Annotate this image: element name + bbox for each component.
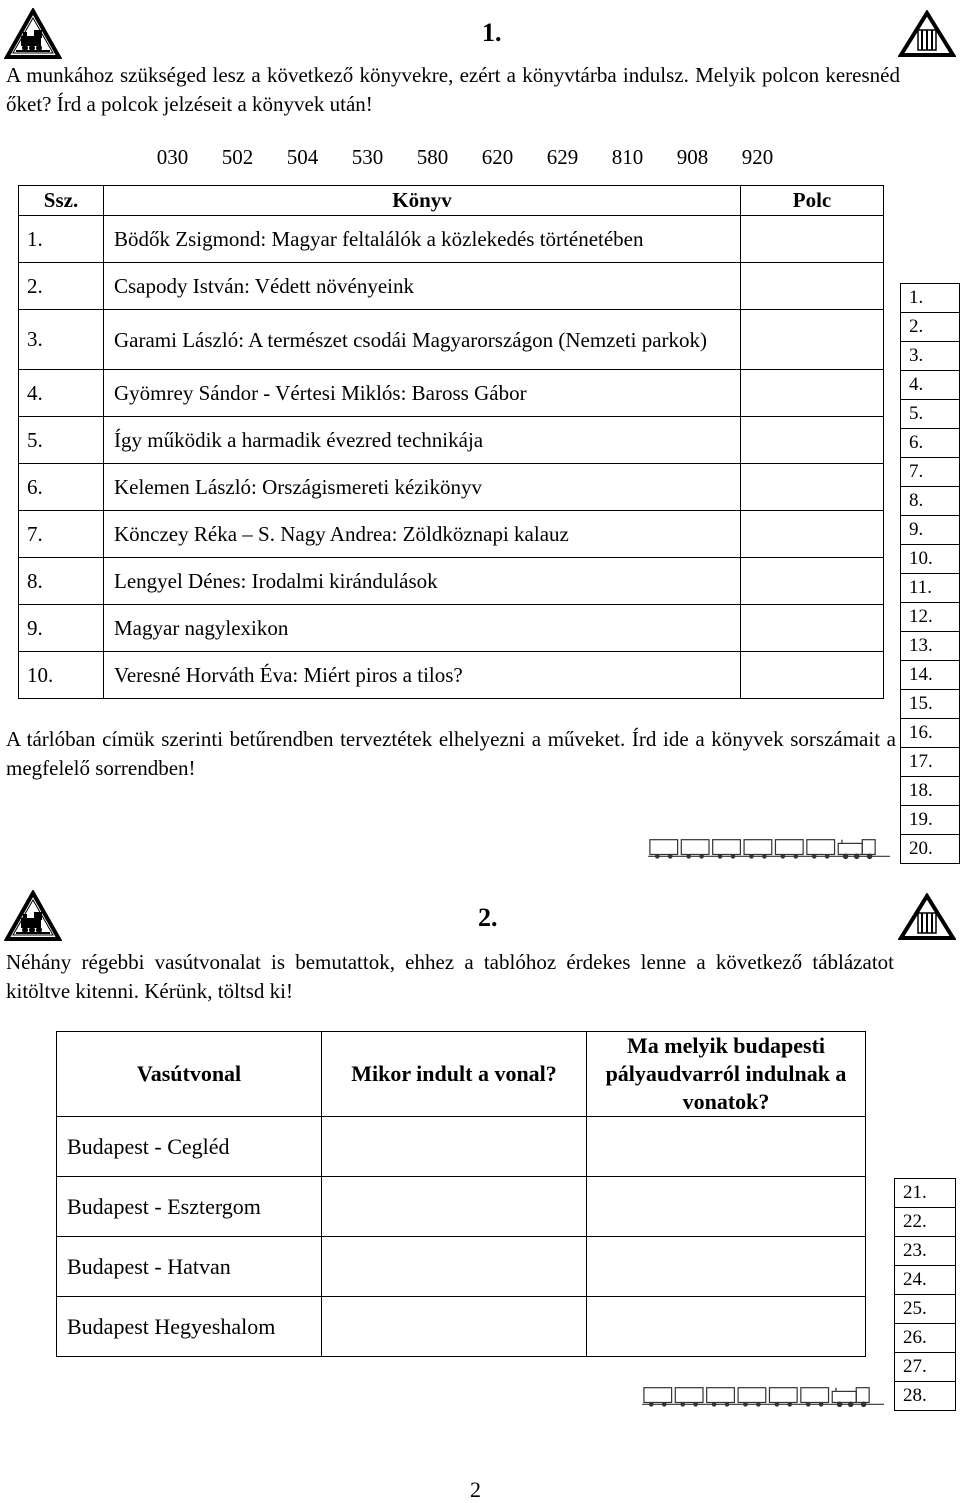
railway-line: Budapest - Esztergom — [57, 1177, 322, 1237]
book-title: Veresné Horváth Éva: Miért piros a tilos? — [104, 652, 741, 699]
table-row — [19, 310, 884, 370]
header-shelf: Polc — [741, 186, 884, 216]
answer-cell[interactable]: 23. — [895, 1237, 956, 1266]
shelf-answer-cell[interactable] — [741, 263, 884, 310]
answer-grid-1 — [900, 283, 960, 864]
book-title: Bödők Zsigmond: Magyar feltalálók a közlekedés történetében — [104, 216, 741, 263]
answer-cell[interactable]: 2. — [901, 313, 960, 342]
task1-order-text: A tárlóban címük szerinti betűrendben terveztétek elhelyezni a műveket. Írd ide a könyvek sorszámait a megfelelő sorrendben! — [6, 727, 896, 780]
row-num: 7. — [19, 511, 104, 558]
answer-cell[interactable]: 21. — [895, 1179, 956, 1208]
row-num: 6. — [19, 464, 104, 511]
answer-cell[interactable]: 10. — [901, 545, 960, 574]
railway-crossing-sign-icon — [4, 8, 62, 60]
row-num: 3. — [19, 310, 104, 370]
station-answer-cell[interactable] — [587, 1117, 866, 1177]
row-num: 8. — [19, 558, 104, 605]
railway-line: Budapest - Cegléd — [57, 1117, 322, 1177]
answer-cell[interactable]: 24. — [895, 1266, 956, 1295]
answer-cell[interactable]: 14. — [901, 661, 960, 690]
task-number: 1. — [482, 18, 502, 47]
table-row — [19, 558, 884, 605]
answer-cell[interactable]: 15. — [901, 690, 960, 719]
task2-intro: Néhány régebbi vasútvonalat is bemutattok, ehhez a tablóhoz érdekes lenne a következő táblázatot kitöltve kitenni. Kérünk, töltsd ki! — [6, 950, 894, 1003]
page-number: 2 — [470, 1477, 481, 1502]
answer-cell[interactable]: 12. — [901, 603, 960, 632]
table-row — [57, 1177, 866, 1237]
train-icon — [632, 1384, 894, 1408]
level-crossing-gate-sign-icon — [898, 893, 956, 941]
shelf-code: 580 — [416, 145, 449, 169]
answer-cell[interactable]: 13. — [901, 632, 960, 661]
station-answer-cell[interactable] — [587, 1237, 866, 1297]
shelf-answer-cell[interactable] — [741, 370, 884, 417]
answer-cell[interactable]: 16. — [901, 719, 960, 748]
row-num: 5. — [19, 417, 104, 464]
answer-cell[interactable]: 22. — [895, 1208, 956, 1237]
row-num: 4. — [19, 370, 104, 417]
shelf-codes — [140, 145, 790, 170]
table-row — [57, 1237, 866, 1297]
book-title: Kelemen László: Országismereti kézikönyv — [104, 464, 741, 511]
table-row — [57, 1117, 866, 1177]
table-header-row — [57, 1032, 866, 1117]
shelf-answer-cell[interactable] — [741, 216, 884, 263]
railway-line: Budapest Hegyeshalom — [57, 1297, 322, 1357]
shelf-answer-cell[interactable] — [741, 310, 884, 370]
answer-cell[interactable]: 7. — [901, 458, 960, 487]
header-start: Mikor indult a vonal? — [322, 1032, 587, 1117]
start-answer-cell[interactable] — [322, 1177, 587, 1237]
table-row — [19, 417, 884, 464]
answer-cell[interactable]: 9. — [901, 516, 960, 545]
start-answer-cell[interactable] — [322, 1237, 587, 1297]
shelf-answer-cell[interactable] — [741, 417, 884, 464]
row-num: 10. — [19, 652, 104, 699]
answer-cell[interactable]: 3. — [901, 342, 960, 371]
row-num: 2. — [19, 263, 104, 310]
task-number: 2. — [478, 903, 498, 932]
train-icon — [638, 836, 900, 860]
start-answer-cell[interactable] — [322, 1297, 587, 1357]
shelf-code: 629 — [546, 145, 579, 169]
level-crossing-gate-sign-icon — [898, 10, 956, 58]
shelf-answer-cell[interactable] — [741, 464, 884, 511]
shelf-answer-cell[interactable] — [741, 511, 884, 558]
answer-cell[interactable]: 26. — [895, 1324, 956, 1353]
answer-cell[interactable]: 20. — [901, 835, 960, 864]
shelf-answer-cell[interactable] — [741, 652, 884, 699]
answer-cell[interactable]: 25. — [895, 1295, 956, 1324]
station-answer-cell[interactable] — [587, 1177, 866, 1237]
row-num: 1. — [19, 216, 104, 263]
railway-table — [56, 1031, 866, 1357]
row-num: 9. — [19, 605, 104, 652]
header-num: Ssz. — [19, 186, 104, 216]
answer-cell[interactable]: 11. — [901, 574, 960, 603]
answer-grid-2 — [894, 1178, 956, 1411]
table-row — [57, 1297, 866, 1357]
table-row — [19, 511, 884, 558]
header-book: Könyv — [104, 186, 741, 216]
book-title: Gyömrey Sándor - Vértesi Miklós: Baross Gábor — [104, 370, 741, 417]
answer-cell[interactable]: 1. — [901, 284, 960, 313]
answer-cell[interactable]: 28. — [895, 1382, 956, 1411]
table-row — [19, 263, 884, 310]
book-title: Így működik a harmadik évezred technikája — [104, 417, 741, 464]
answer-cell[interactable]: 27. — [895, 1353, 956, 1382]
book-title: Lengyel Dénes: Irodalmi kirándulások — [104, 558, 741, 605]
shelf-code: 810 — [611, 145, 644, 169]
book-title: Magyar nagylexikon — [104, 605, 741, 652]
shelf-code: 908 — [676, 145, 709, 169]
shelf-code: 920 — [741, 145, 774, 169]
answer-cell[interactable]: 4. — [901, 371, 960, 400]
railway-crossing-sign-icon — [4, 890, 62, 942]
book-title: Garami László: A természet csodái Magyarországon (Nemzeti parkok) — [104, 310, 741, 370]
table-header-row — [19, 186, 884, 216]
header-station: Ma melyik budapesti pályaudvarról indulnak a vonatok? — [587, 1032, 866, 1117]
shelf-code: 502 — [221, 145, 254, 169]
start-answer-cell[interactable] — [322, 1117, 587, 1177]
railway-line: Budapest - Hatvan — [57, 1237, 322, 1297]
answer-cell[interactable]: 18. — [901, 777, 960, 806]
answer-cell[interactable]: 6. — [901, 429, 960, 458]
table-row — [19, 652, 884, 699]
table-row — [19, 370, 884, 417]
shelf-code: 530 — [351, 145, 384, 169]
answer-cell[interactable]: 8. — [901, 487, 960, 516]
table-row — [19, 605, 884, 652]
table-row — [19, 216, 884, 263]
station-answer-cell[interactable] — [587, 1297, 866, 1357]
answer-cell[interactable]: 19. — [901, 806, 960, 835]
task1-intro: A munkához szükséged lesz a következő könyvekre, ezért a könyvtárba indulsz. Melyik polcon keresnéd őket? Írd a polcok jelzéseit a könyvek után! — [6, 63, 900, 116]
shelf-answer-cell[interactable] — [741, 605, 884, 652]
book-title: Csapody István: Védett növényeink — [104, 263, 741, 310]
book-title: Könczey Réka – S. Nagy Andrea: Zöldköznapi kalauz — [104, 511, 741, 558]
table-row — [19, 464, 884, 511]
header-line: Vasútvonal — [57, 1032, 322, 1117]
shelf-code: 030 — [156, 145, 189, 169]
shelf-code: 504 — [286, 145, 319, 169]
shelf-answer-cell[interactable] — [741, 558, 884, 605]
answer-cell[interactable]: 5. — [901, 400, 960, 429]
shelf-code: 620 — [481, 145, 514, 169]
books-table — [18, 185, 884, 699]
answer-cell[interactable]: 17. — [901, 748, 960, 777]
